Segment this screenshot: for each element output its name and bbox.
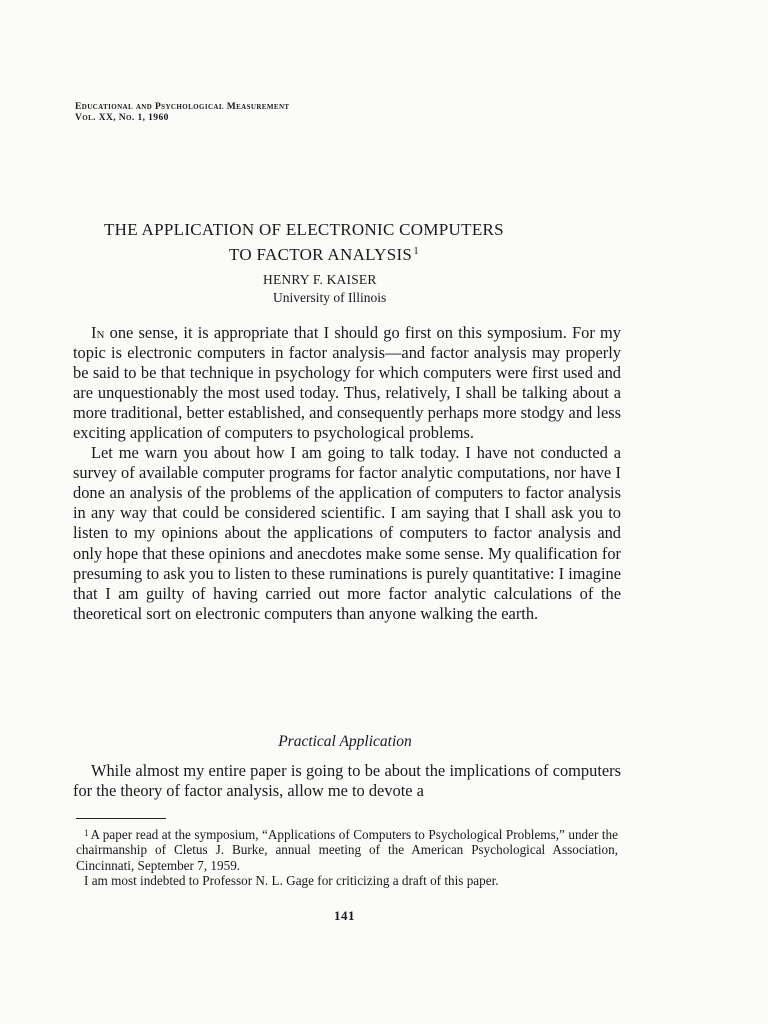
paragraph-3: While almost my entire paper is going to be about the implications of computers for the theory of factor analysis, allow me to devote a bbox=[73, 761, 621, 801]
author-affiliation: University of Illinois bbox=[273, 290, 387, 305]
title-line-2-text: TO FACTOR ANALYSIS bbox=[229, 245, 413, 264]
title-footnote-mark: 1 bbox=[413, 245, 419, 257]
footnote-1 bbox=[76, 826, 618, 873]
author-name: HENRY F. KAISER bbox=[263, 272, 377, 287]
title-line-2 bbox=[229, 241, 419, 265]
paragraph-1-lead: In bbox=[91, 323, 105, 342]
volume-info: Vol. XX, No. 1, 1960 bbox=[75, 113, 169, 123]
paragraph-1-text: one sense, it is appropriate that I should go first on this symposium. For my topic is electronic computers in factor analysis—and factor analysis may properly be said to be that technique in psychology for which computers were first used and are unquestionably the most used today. Thus, relatively, I shall be talking about a more traditional, better established, and consequently perhaps more stodgy and less exciting application of computers to psychological problems. bbox=[73, 323, 621, 443]
page-number: 141 bbox=[334, 908, 355, 923]
paragraph-1 bbox=[73, 323, 621, 443]
footnotes bbox=[76, 826, 618, 888]
footnote-divider bbox=[76, 818, 166, 819]
body-text-lower bbox=[73, 761, 621, 801]
footnote-1-text: A paper read at the symposium, “Applications of Computers to Psychological Problems,” under the chairmanship of Cletus J. Burke, annual meeting of the American Psychological Association, Cincinnati, September 7, 1959. bbox=[76, 827, 618, 873]
body-text-upper bbox=[73, 323, 621, 624]
journal-name: Educational and Psychological Measurement bbox=[75, 102, 290, 112]
paragraph-2: Let me warn you about how I am going to talk today. I have not conducted a survey of available computer programs for factor analytic computations, nor have I done an analysis of the problems of the application of computers to factor analysis in any way that could be considered scientific. I am saying that I shall ask you to listen to my opinions about the applications of computers to factor analysis and only hope that these opinions and anecdotes make some sense. My qualification for presuming to ask you to listen to these ruminations is purely quantitative: I imagine that I am guilty of having carried out more factor analytic calculations of the theoretical sort on electronic computers than anyone walking the earth. bbox=[73, 443, 621, 623]
title-line-1: THE APPLICATION OF ELECTRONIC COMPUTERS bbox=[104, 220, 504, 239]
footnote-1-mark: 1 bbox=[84, 828, 89, 838]
footnote-2: I am most indebted to Professor N. L. Gage for criticizing a draft of this paper. bbox=[84, 872, 499, 888]
running-head bbox=[75, 102, 289, 124]
section-heading: Practical Application bbox=[278, 733, 412, 750]
